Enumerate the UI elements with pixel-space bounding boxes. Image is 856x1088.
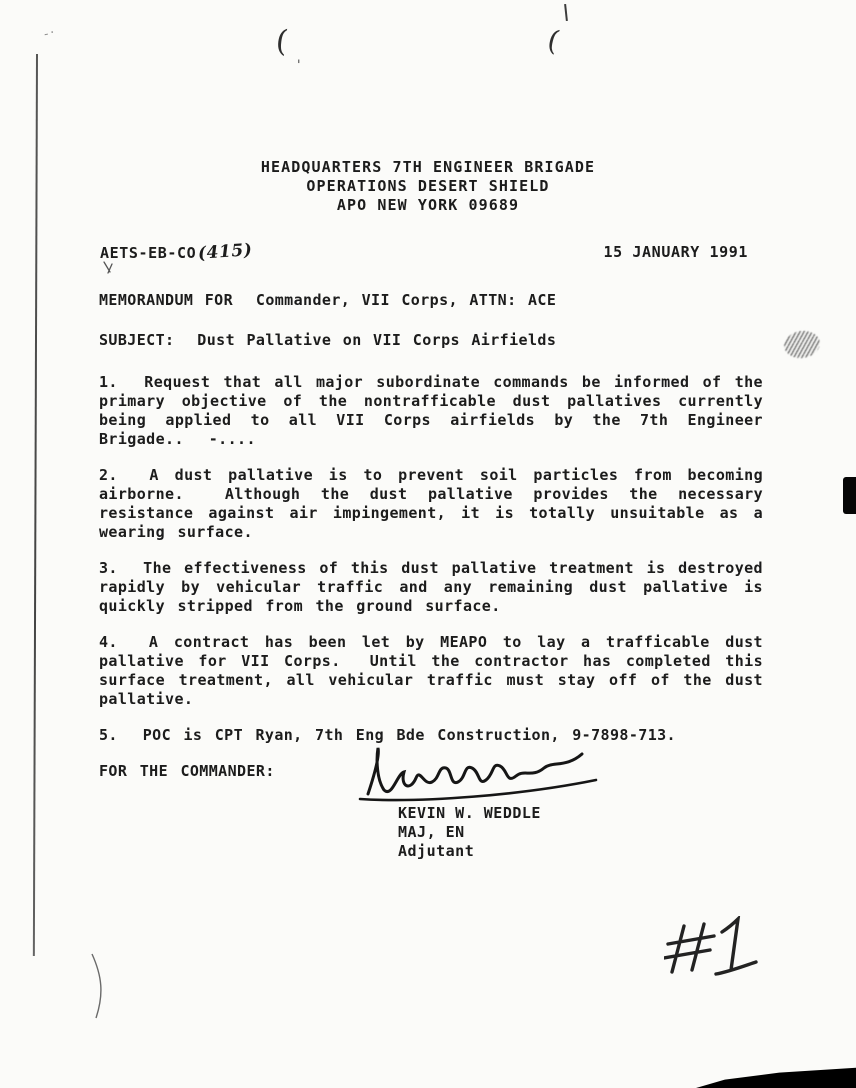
scan-corner-shadow [696, 1066, 856, 1088]
handwritten-office-suffix: (415) [197, 240, 254, 264]
stray-smudge-mark: -· [42, 24, 58, 43]
paragraph-3: 3. The effectiveness of this dust pallative treatment is destroyed rapidly by vehicular traffic and any remaining dust pallative is quickly stripped from the ground surface. [99, 559, 763, 615]
office-symbol [100, 240, 254, 264]
signature-block [398, 804, 541, 861]
subject-line: SUBJECT: Dust Pallative on VII Corps Airfields [99, 331, 557, 349]
letterhead-operation: OPERATIONS DESERT SHIELD [306, 177, 550, 195]
letterhead-org: HEADQUARTERS 7TH ENGINEER BRIGADE [260, 158, 596, 176]
paragraph-1: 1. Request that all major subordinate commands be informed of the primary objective of the nontrafficable dust pallatives currently being applied to all VII Corps airfields by the 7th Engineer Brigade.. -.... [99, 373, 763, 448]
signer-rank: MAJ, EN [398, 823, 465, 841]
memo-body [99, 373, 763, 798]
letterhead-apo: APO NEW YORK 09689 [336, 196, 520, 214]
stray-pen-mark: ( [544, 23, 563, 58]
scan-edge-mark [843, 477, 856, 514]
scan-smudge [782, 328, 822, 360]
office-symbol-text: AETS-EB-CO [100, 244, 197, 262]
memorandum-for-line: MEMORANDUM FOR Commander, VII Corps, ATTN: ACE [99, 291, 557, 309]
stray-pen-mark: ( [273, 23, 290, 60]
left-crease-curve [78, 952, 118, 1022]
memo-letterhead [0, 158, 856, 215]
closing-line: FOR THE COMMANDER: [99, 762, 275, 780]
paragraph-2: 2. A dust pallative is to prevent soil particles from becoming airborne. Although the dust pallative provides the necessary resistance against air impingement, it is totally unsuitable as a wearing surface. [99, 466, 763, 541]
signer-name: KEVIN W. WEDDLE [398, 804, 541, 822]
signer-title: Adjutant [398, 842, 475, 860]
paragraph-4: 4. A contract has been let by MEAPO to lay a trafficable dust pallative for VII Corps. Until the contractor has completed this surface treatment, all vehicular traffic must stay off of the dust pallative. [99, 633, 763, 708]
reference-row [100, 240, 748, 264]
memo-date: 15 JANUARY 1991 [603, 243, 748, 261]
stray-pen-dot: ' [297, 58, 301, 73]
stray-pen-tick [564, 4, 568, 21]
paragraph-5: 5. POC is CPT Ryan, 7th Eng Bde Construction, 9-7898-713. [99, 726, 676, 744]
handwritten-page-mark [664, 916, 764, 988]
signature-scribble [352, 742, 608, 804]
